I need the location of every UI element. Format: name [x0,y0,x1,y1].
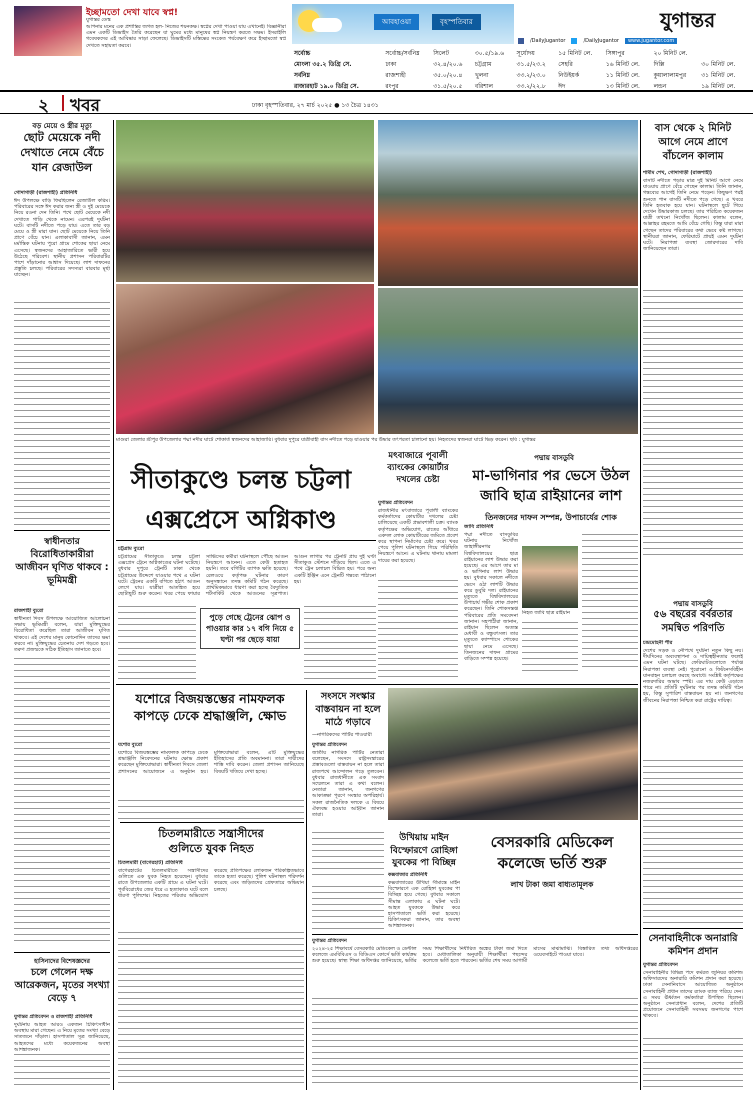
weather-cell: ১৫ মিনিট লে. [558,50,593,57]
midright-story-2-headline: মা-ভাগিনার পর ভেসে উঠল জাবি ছাত্র রাইয়ানের লাশ [472,468,630,504]
weather-cell: কুয়ালালামপুর [653,72,687,79]
weather-cell: সেহরি [558,61,573,68]
weather-row [292,48,747,59]
center-vertical-rule [306,690,307,1090]
section-name: খবর [70,96,100,116]
masthead [0,0,753,117]
weather-cell: ১৬ মিনিট লে. [605,61,640,68]
midright-story-1-body: রাজধানীর মৎবাজারে পূবালী ব্যাংকের কর্মকর্তাদের কোয়ার্টার দখলের চেষ্টা চালিয়েছে একটি প্রভাবশালী চক্র। ব্যাংক কর্তৃপক্ষের অভিযোগ, রাতের আঁধারে একদল লোক কোয়ার্টারের জমিতে প্রবেশ করে স্থাপনা নির্মাণের চেষ্টা করে। খবর পেয়ে পুলিশ ঘটনাস্থলে গিয়ে পরিস্থিতি নিয়ন্ত্রণে আনে। এ ঘটনায় থানায় মামলা দায়ের করা হয়েছে। [378,508,458,564]
left-story-3-body: দুর্ঘটনায় আহত আরও একজন চিকিৎসাধীন অবস্থায় মারা গেছেন। এ নিয়ে মৃতের সংখ্যা বেড়ে সাতজনে দাঁড়াল। হাসপাতাল সূত্র জানিয়েছে, আহতদের মধ্যে কয়েকজনের অবস্থা আশঙ্কাজনক। [14,1022,110,1052]
weather-day: বৃহস্পতিবার [432,14,481,30]
midright-story-2-kicker: পদ্মায় বাসডুবি [534,454,574,462]
left-story-1-headline: ছোট মেয়েকে নদী দেখাতে নেমে বেঁচে যান রেজাউল [20,131,104,174]
teaser-text: আপনার মনের এক প্রশান্তির জগত হল- নিজের শয়নকক্ষ। স্বপ্নের দেখা পাওয়া যায় এখানেই। বিজ্ঞানীরা এমন একটি ডিভাইস তৈরি করেছেন যা ঘুমের মধ্যে মানুষের স্বপ্ন নিয়ন্ত্রণ করতে সক্ষম। ইসরাইলি গবেষকদের এই আবিষ্কার সাড়া ফেলেছে। ডিভাইসটি মস্তিষ্কের সংকেত পর্যবেক্ষণ করে ইচ্ছামতো স্বপ্ন দেখতে সহায়তা করবে। [86,24,286,49]
weather-cell: রাজারহাট ১৯.০ ডিগ্রি সে. [294,83,359,90]
cloud-icon [312,18,342,32]
midright-story-1-credit: যুগান্তর প্রতিবেদন [378,500,413,506]
left-story-2-credit: রাজশাহী ব্যুরো [14,608,44,614]
page-date: ঢাকা বৃহস্পতিবার, ২৭ মার্চ ২০২৫ ● ১৩ চৈত্র ১৪৩১ [252,102,379,109]
left-story-2-filler [14,656,110,946]
left-story-3-kicker: হাসিনাদের বিশেষজ্ঞদের [34,958,90,965]
center-story-1-credit: যশোর ব্যুরো [118,742,143,748]
center-story-2-filler [118,930,304,1088]
main-credit: চট্টগ্রাম ব্যুরো [118,546,145,552]
teaser-title: ইচ্ছামতো দেখা যাবে স্বপ্ন! [86,8,179,18]
left-story-1-kicker: বড় মেয়ে ও স্ত্রীর মৃত্যু [32,122,92,130]
left-column [14,120,110,1090]
teaser-credit: যুগান্তর ডেস্ক [86,17,111,23]
main-body-filler-right [304,604,376,680]
pullquote-text: পুড়ে গেছে ট্রেনের ঝোপ ও পাওয়ার কার ১৭ বগি নিয়ে ৫ ঘণ্টা পর ছেড়ে যায়া [205,613,294,644]
protest-photo [388,688,638,820]
weather-table [292,48,747,92]
facebook-icon [518,38,524,44]
left-divider-1 [14,530,110,531]
photo-rescue-riverbank [378,120,638,286]
main-body-filler-left [118,604,196,680]
right-story-2-credit: চন্দ্রমোহনী পীর [643,640,673,646]
weather-banner [292,4,514,44]
weather-cell: মোংলা ৩৫.২ ডিগ্রি সে. [294,61,352,68]
center-story-5-body: ২০২৪-২৫ শিক্ষাবর্ষে বেসরকারি মেডিকেল ও ডেন্টাল কলেজে এমবিবিএস ও বিডিএস কোর্সে ভর্তি কার্যক্রম শুরু হয়েছে। স্বাস্থ্য শিক্ষা অধিদপ্তর জানিয়েছে, ভর্তির সময় শিক্ষার্থীদের নির্ধারিত অঙ্কের টাকা জমা দিতে হবে। মেধাতালিকা অনুযায়ী শিক্ষার্থীরা পছন্দের কলেজে ভর্তি হতে পারবেন। ভর্তির শেষ সময় আগামী মাসের মাঝামাঝি। বিস্তারিত তথ্য অধিদপ্তরের ওয়েবসাইটে পাওয়া যাবে। [312,946,638,965]
weather-cell: বরিশাল [474,83,494,90]
right-story-2-headline: ৫৬ বছরের বর্বরতার সমন্বিত পরিণতি [653,609,733,634]
raiyan-portrait [522,546,578,608]
center-rule [116,684,638,685]
weather-cell: রাজশাহী [385,72,406,79]
weather-cell: সর্বোচ্চ/সর্বনিম্ন [385,50,420,57]
weather-cell: ৩০ মিনিট লে. [701,61,736,68]
weather-cell: লন্ডন [653,83,667,90]
right-column [643,120,743,1090]
midright-story-1-headline: মৎবাজারে পূবালী ব্যাংকের কোয়ার্টার দখলের চেষ্টা [387,451,449,485]
weather-cell: ৩৫.০/২০.৪ [433,72,463,79]
page-number: ২ [38,96,50,116]
weather-cell: ১৯ মিনিট লে. [701,83,736,90]
center-story-2-credit: চিতলমারী (বাগেরহাট) প্রতিনিধি [118,860,183,866]
left-column-rule [113,120,114,1090]
midright-story-2-filler-b [522,620,578,672]
photo-grief-family [116,284,374,434]
center-story-2-body: বাগেরহাটের চিতলমারীতে সন্ত্রাসীদের গুলিতে এক যুবক নিহত হয়েছেন। বুধবার রাতে উপজেলার একটি গ্রামে এ ঘটনা ঘটে। পূর্ববিরোধের জের ধরে এ হত্যাকাণ্ড ঘটে বলে ধারণা পুলিশের। নিহতের পরিবার অভিযোগ করেছে প্রতিপক্ষের লোকজন পরিকল্পিতভাবে তাকে হত্যা করেছে। পুলিশ ঘটনাস্থল পরিদর্শন করেছে এবং জড়িতদের গ্রেফতারে অভিযান চলছে। [118,868,304,899]
center-story-1-headline: যশোরে বিজয়স্তম্ভের নামফলক কাপড়ে ঢেকে শ্রদ্ধাঞ্জলি, ক্ষোভ [133,691,287,723]
right-divider [643,928,743,929]
weather-cell: ৩১.৫/২৩.২ [516,61,546,68]
left-story-1-credit: গোদাগাড়ী (রাজশাহী) প্রতিনিধি [14,190,78,196]
main-pullquote [200,608,300,649]
left-story-3-credit: যুগান্তর প্রতিবেদন ও রাজশাহী প্রতিনিধি [14,1014,93,1020]
right-story-1-filler [643,288,743,560]
center-story-3-filler [312,830,384,880]
photo-rescue-boat [378,288,638,434]
social-twitter[interactable]: /DailyJugantor [583,38,619,44]
raiyan-photo-caption: নিহত জাবি ছাত্র রাইয়ান [522,610,571,616]
weather-cell: সর্বোচ্চ [294,50,311,57]
weather-cell: ঢাকা [385,61,397,68]
midright-story-2-credit: জাবি প্রতিনিধি [464,524,494,530]
weather-cell: সূর্যোদয় [516,50,535,57]
right-story-3-body: সেনাবাহিনীর বিভিন্ন পদে কর্মরত জুনিয়র কমিশন্ড অফিসারদের অনারারি কমিশন প্রদান করা হয়েছে। ঢাকা সেনানিবাসে আয়োজিত অনুষ্ঠানে সেনাবাহিনী প্রধান তাদের র‌্যাংক ব্যাজ পরিয়ে দেন। এ সময় ঊর্ধ্বতন কর্মকর্তারা উপস্থিত ছিলেন। অনুষ্ঠানে সেনাপ্রধান বলেন, দেশের প্রতিটি প্রয়োজনে সেনাবাহিনী সবসময় জনগণের পাশে থাকবে। [643,970,743,1020]
weather-cell: ১১ মিনিট লে. [605,72,640,79]
center-story-4-headline: উখিয়ায় মাইন বিস্ফোরণে রোহিঙ্গা যুবকের পা বিচ্ছিন্ন [390,833,458,868]
main-rule-top [116,540,376,541]
social-facebook[interactable]: /DailyJugantor [530,38,566,44]
main-body: চট্টগ্রামের সীতাকুণ্ডে চলন্ত চট্টলা এক্সপ্রেস ট্রেনে অগ্নিকাণ্ডের ঘটনা ঘটেছে। বুধবার দুপুরে ট্রেনটি ঢাকা থেকে চট্টগ্রামের উদ্দেশে যাওয়ার পথে এ ঘটনা ঘটে। ট্রেনের একটি বগিতে হঠাৎ আগুন লেগে যায়। যাত্রীরা আতঙ্কিত হয়ে ছোটাছুটি শুরু করেন। খবর পেয়ে ফায়ার সার্ভিসের কর্মীরা ঘটনাস্থলে পৌঁছে আগুন নিয়ন্ত্রণে আনেন। এতে কেউ হতাহত হয়নি। তবে বগিটির ব্যাপক ক্ষতি হয়েছে। রেলওয়ে কর্তৃপক্ষ ঘটনার কারণ অনুসন্ধানে তদন্ত কমিটি গঠন করেছে। প্রাথমিকভাবে ধারণা করা হচ্ছে বৈদ্যুতিক শর্টসার্কিট থেকে আগুনের সূত্রপাত। আগুন লাগার পর ট্রেনটি প্রায় দুই ঘণ্টা সীতাকুণ্ড স্টেশনে দাঁড়িয়ে ছিল। এতে এ পথে ট্রেন চলাচল বিঘ্নিত হয়। পরে অন্য একটি ইঞ্জিন এনে ট্রেনটি গন্তব্যে পাঠানো হয়। [118,554,376,598]
center-story-4-body: কক্সবাজারের উখিয়া সীমান্তে মাইন বিস্ফোরণে এক রোহিঙ্গা যুবকের পা বিচ্ছিন্ন হয়ে গেছে। বুধবার সকালে সীমান্ত এলাকায় এ ঘটনা ঘটে। আহত যুবককে উদ্ধার করে হাসপাতালে ভর্তি করা হয়েছে। চিকিৎসকরা জানান, তার অবস্থা আশঙ্কাজনক। [388,880,460,930]
center-story-3-subhead: —নাগরিকদের পার্টির পাওয়ারী [312,732,372,738]
weather-cell: সর্বনিম্ন [294,72,310,79]
weather-label: আবহাওয়া [374,14,419,30]
left-story-2-body: স্বাধীনতা দিবস উপলক্ষে আয়োজিত আলোচনা সভায় ভূমিমন্ত্রী বলেন, যারা মুক্তিযুদ্ধের বিরোধিতা করেছিল তারা আজীবন ঘৃণিত থাকবে। এই দেশের মানুষ কোনোদিন তাদের ক্ষমা করবে না। মুক্তিযুদ্ধের চেতনায় দেশ গড়তে হবে। তরুণ প্রজন্মকে সঠিক ইতিহাস জানাতে হবে। [14,616,110,654]
section-bar [0,90,753,114]
teaser-photo [14,6,82,56]
center-story-5-subhead: লাখ টাকা জমা বাধ্যতামূলক [510,880,594,889]
weather-cell: ৩২.৪/২০.৬ [433,61,463,68]
weather-cell: সিলেট [433,50,450,57]
photo-caption: মাগুরা জেলার শ্রীপুর উপজেলার পদ্মা নদীর ঘাটে শোকার্ত স্বজনদের আহাজারি। বুধবার দুপুরে যাত্রীবাহী বাস নদীতে পড়ে যাওয়ার পর উদ্ধার তৎপরতা চালানো হয়। নিহতদের স্বজনরা ঘাটে ভিড় করেন। ছবি : যুগান্তর [116,437,536,443]
center-story-1-body: যশোরে বিজয়স্তম্ভের নামফলক কাপড়ে ঢেকে শ্রদ্ধাঞ্জলি নিবেদনের ঘটনায় ক্ষোভ প্রকাশ করেছেন মুক্তিযোদ্ধারা। স্বাধীনতা দিবসে জেলা প্রশাসনের আয়োজনে এ অনুষ্ঠান হয়। মুক্তিযোদ্ধারা বলেন, এটি মুক্তিযুদ্ধের ইতিহাসের প্রতি অবমাননা। তারা দায়ীদের শাস্তি দাবি করেন। জেলা প্রশাসন জানিয়েছে বিষয়টি খতিয়ে দেখা হচ্ছে। [118,750,304,775]
center-story-3-credit: যুগান্তর প্রতিবেদন [312,742,347,748]
center-story-2-box [120,822,304,823]
midright-story-2-body: পদ্মা নদীতে বাসডুবির ঘটনায় নিখোঁজ জাহাঙ্গীরনগর বিশ্ববিদ্যালয়ের ছাত্র রাইয়ানের লাশ উদ্ধার করা হয়েছে। এর আগে তার মা ও ভাগিনার লাশ উদ্ধার হয়। বুধবার সকালে নদীতে ভেসে ওঠা লাশটি উদ্ধার করে ডুবুরি দল। রাইয়ানের মৃত্যুতে বিশ্ববিদ্যালয়ের উপাচার্য গভীর শোক প্রকাশ করেছেন। তিনি শোকসন্তপ্ত পরিবারের প্রতি সমবেদনা জানান। সহপাঠীরা জানান, রাইয়ান ছিলেন অত্যন্ত মেধাবী ও বন্ধুবৎসল। তার মৃত্যুতে ক্যাম্পাসে শোকের ছায়া নেমে এসেছে। তিনজনের দাফন গ্রামের বাড়িতে সম্পন্ন হয়েছে। [464,532,518,663]
website-link[interactable]: www.jugantor.com [625,38,677,44]
midright-story-2-subhead: তিনজনের দাফন সম্পন্ন, উপাচার্যের শোক [485,513,617,522]
midright-story-2-filler-a [582,532,638,672]
twitter-icon [571,38,577,44]
weather-cell: সিঙ্গাপুর [605,50,625,57]
center-story-4-filler [312,884,384,930]
right-story-2-kicker: পদ্মায় বাসডুবি [673,600,713,608]
weather-cell: খুলনা [474,72,489,79]
center-story-5-rule [312,934,638,935]
weather-cell: ২০ মিনিট লে. [653,50,688,57]
left-story-1-body: ঈদ উপলক্ষে বাড়ি ফিরছিলেন রেজাউল করিম। পরিবারের সঙ্গে ঈদ করার জন্য স্ত্রী ও দুই মেয়েকে নিয়ে রওনা দেন তিনি। পথে ছোট মেয়েকে নদী দেখাতে গাড়ি থেকে নামেন। এরপরই দুর্ঘটনা ঘটে। বাসটি নদীতে পড়ে যায়। এতে তার বড় মেয়ে ও স্ত্রী মারা যান। ছোট মেয়েকে নিয়ে তিনি প্রাণে বেঁচে যান। এলাকাবাসী জানান, এমন মর্মান্তিক ঘটনায় পুরো গ্রামে শোকের ছায়া নেমে এসেছে। স্বজনদের আহাজারিতে ভারী হয়ে উঠেছে পরিবেশ। স্থানীয় প্রশাসন পরিবারটির পাশে দাঁড়ানোর আশ্বাস দিয়েছে। লাশ দাফনের প্রস্তুতি চলছে। পরিবারের সদস্যরা বারবার মূর্ছা যাচ্ছেন। [14,198,110,279]
center-story-5-credit: যুগান্তর প্রতিবেদন [312,938,347,944]
weather-cell: রংপুর [385,83,399,90]
weather-row [292,59,747,70]
weather-cell: দিল্লি [653,61,665,68]
social-bar [518,37,744,45]
right-story-3-credit: যুগান্তর প্রতিবেদন [643,962,678,968]
right-story-3-headline: সেনাবাহিনীকে অনারারি কমিশন প্রদান [648,933,738,957]
photo-grief-women [116,120,374,282]
center-story-5-headline: বেসরকারি মেডিকেল কলেজে ভর্তি শুরু [490,833,614,872]
right-story-1-headline: বাস থেকে ২ মিনিট আগে নেমে প্রাণে বাঁচলেন কালাম [654,123,732,162]
weather-cell: চট্টগ্রাম [474,61,492,68]
right-story-3-filler [643,1036,743,1088]
right-story-1-credit: শামীম শেখ, গোদাগাড়ী (রাজশাহী) [643,170,713,176]
left-story-3-headline: চলে গেলেন দক্ষ আরেকজন, মৃতের সংখ্যা বেড়ে ৭ [14,967,110,1004]
weather-cell: নিউইয়র্ক [558,72,580,79]
right-story-1-body: বাসটি নদীতে পড়ার মাত্র দুই মিনিট আগে নেমে যাওয়ায় প্রাণে বেঁচে গেছেন কালাম। তিনি জানান, গন্তব্যের আগেই তিনি নেমে পড়েন। কিছুক্ষণ পরই শুনতে পান বাসটি নদীতে পড়ে গেছে। এ খবরে তিনি হতবাক হয়ে যান। ঘটনাস্থলে ছুটে গিয়ে দেখেন উদ্ধারকাজ চলছে। তার পরিচিত কয়েকজন যাত্রী তখনো নিখোঁজ ছিলেন। কালাম বলেন, আল্লাহর রহমতে আমি বেঁচে গেছি। কিন্তু যারা মারা গেছেন তাদের পরিবারের কথা ভেবে কষ্ট লাগছে। স্থানীয়রা জানান, ফেরিঘাটে প্রায়ই এমন দুর্ঘটনা ঘটে। নিরাপত্তা ব্যবস্থা জোরদারের দাবি জানিয়েছেন তারা। [643,178,743,253]
page-number-divider [62,95,64,111]
right-story-2-filler [643,758,743,926]
left-story-2-headline: বিরোধিতাকারীরা আজীবন ঘৃণিত থাকবে : ভূমিমন্ত্রী [15,549,109,586]
weather-cell: ৩০.৫/১৯.৬ [474,50,505,57]
weather-row [292,70,747,81]
left-story-3-filler [14,1052,110,1088]
center-story-1-filler [118,798,304,820]
midright-story-1-filler [378,578,458,680]
center-story-3-body: জাতীয় নাগরিক পার্টির নেতারা বলেছেন, সংসদে রাষ্ট্রসংস্কারের প্রস্তাবগুলো বাস্তবায়ন না হলে তারা রাজপথে আন্দোলন গড়ে তুলবেন। বুধবার রাজধানীতে এক সংবাদ সম্মেলনে তারা এ কথা বলেন। নেতারা জানান, জনগণের আকাঙ্ক্ষা পূরণে সংস্কার অপরিহার্য। সকল রাজনৈতিক দলকে এ বিষয়ে ঐক্যবদ্ধ হওয়ার আহ্বান জানান তারা। [312,750,384,819]
center-story-4-credit: কক্সবাজার প্রতিনিধি [388,872,428,878]
right-column-rule [640,120,641,1090]
center-story-5-filler [312,996,638,1088]
weather-cell: ৩৩.২/২২.৮ [516,83,546,90]
main-headline: সীতাকুণ্ডে চলন্ত চট্টলা এক্সপ্রেসে অগ্নিকাণ্ড [130,465,352,534]
weather-cell: ৩১.৫/২০.৫ [433,83,463,90]
left-story-1-filler [14,300,110,526]
weather-cell: ১৩ মিনিট লে. [605,83,640,90]
center-story-2-headline: চিতলমারীতে সন্ত্রাসীদের গুলিতে যুবক নিহত [158,827,264,855]
right-story-2-body: দেশের সড়ক ও নৌপথে দুর্ঘটনা নতুন কিছু নয়। দীর্ঘদিনের অব্যবস্থাপনা ও দায়িত্বহীনতার ফলেই এমন ঘটনা ঘটছে। ফেরিঘাটগুলোতে পর্যাপ্ত নিরাপত্তা ব্যবস্থা নেই। পুরোনো ও ফিটনেসবিহীন যানবাহন চলাচল করছে অবাধে। সংশ্লিষ্ট কর্তৃপক্ষের নজরদারির অভাব স্পষ্ট। এর দায় কেউ এড়াতে পারে না। প্রতিটি দুর্ঘটনার পর তদন্ত কমিটি গঠন হয়, কিন্তু সুপারিশ বাস্তবায়ন হয় না। জনগণের জীবনের নিরাপত্তা নিশ্চিত করা রাষ্ট্রের দায়িত্ব। [643,648,743,704]
center-story-3-headline: সংসদে সংস্কার বাস্তবায়ন না হলে মাঠে গড়াবে [315,691,381,728]
left-story-2-kicker: স্বাধীনতার [44,537,80,547]
weather-cell: ৩৩.২/২৩.০ [516,72,546,79]
logo: যুগান্তর [660,8,716,32]
left-divider-2 [14,952,110,953]
weather-cell: ৩১ মিনিট লে. [701,72,736,79]
weather-cell: ঈদ [558,83,566,90]
